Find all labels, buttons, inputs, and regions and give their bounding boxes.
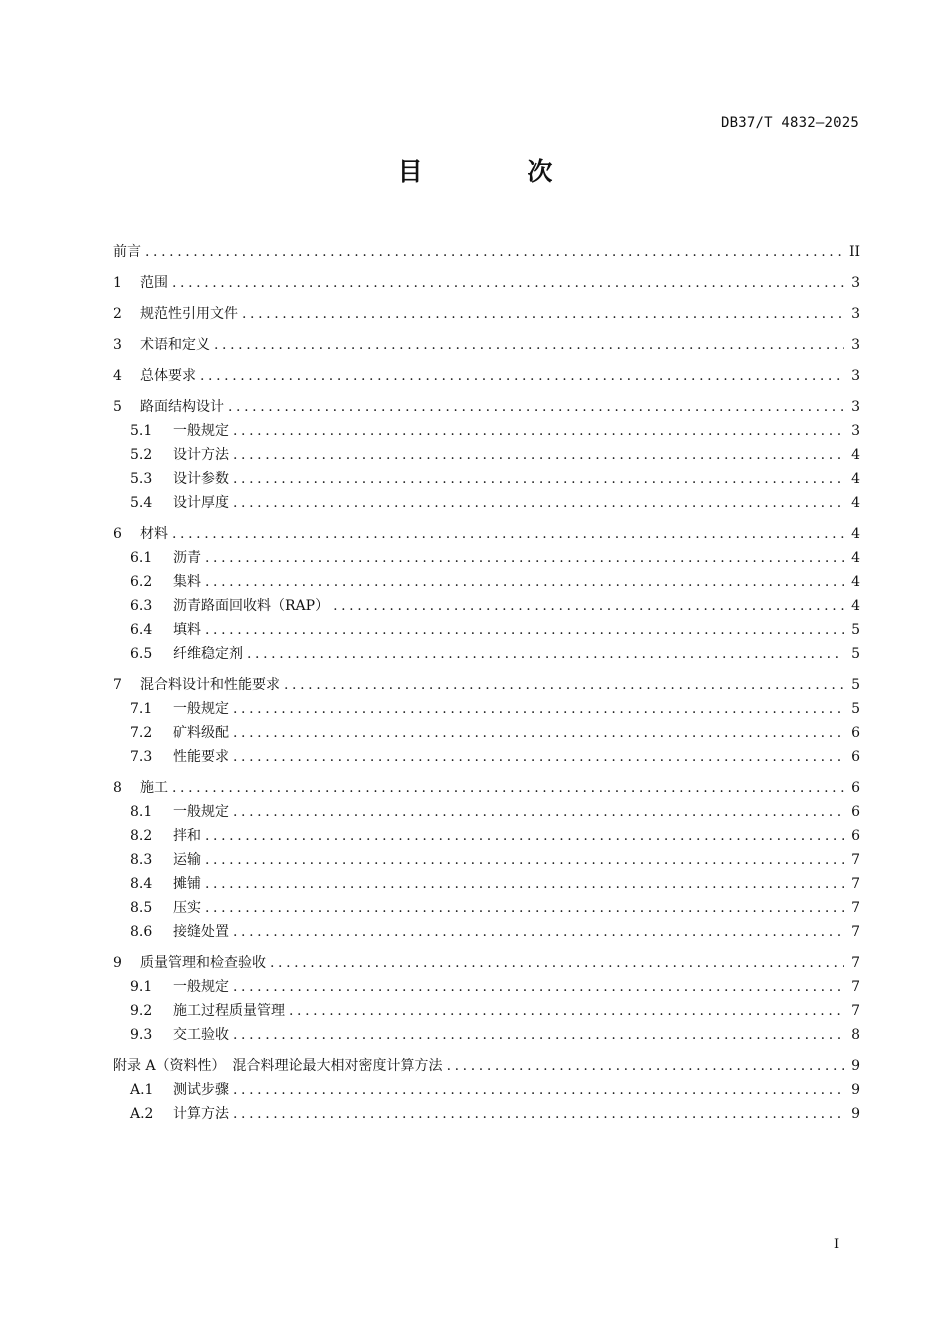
toc-entry-number: 7 <box>113 677 122 693</box>
toc-entry-number: 5 <box>113 399 122 415</box>
toc-entry-label: 范围 <box>140 275 168 291</box>
toc-entry[interactable] <box>113 1078 860 1102</box>
toc-entry-label: 质量管理和检查验收 <box>140 955 266 971</box>
toc-entry-label: 一般规定 <box>173 979 229 995</box>
toc-entry-label: 计算方法 <box>173 1106 229 1122</box>
toc-entry-number: 8.3 <box>130 852 153 868</box>
toc-entry-page: II <box>848 244 860 260</box>
toc-entry-number: 5.4 <box>130 495 153 511</box>
toc-leader-dots <box>233 443 844 467</box>
toc-entry-label: 测试步骤 <box>173 1082 229 1098</box>
toc-entry-number: 5.2 <box>130 447 153 463</box>
toc-entry-number: 7.3 <box>130 749 153 765</box>
toc-leader-dots <box>205 618 844 642</box>
toc-entry[interactable] <box>113 522 860 546</box>
toc-entry[interactable] <box>113 333 860 357</box>
toc-leader-dots <box>233 1078 844 1102</box>
toc-leader-dots <box>205 824 844 848</box>
toc-entry[interactable] <box>113 1102 860 1126</box>
toc-entry-number: 7.1 <box>130 701 153 717</box>
toc-entry[interactable] <box>113 673 860 697</box>
toc-entry-label: 术语和定义 <box>140 337 210 353</box>
toc-entry-label: 路面结构设计 <box>140 399 224 415</box>
toc-entry[interactable] <box>113 920 860 944</box>
toc-entry[interactable] <box>113 800 860 824</box>
toc-entry-number: 6.4 <box>130 622 153 638</box>
toc-leader-dots <box>214 333 844 357</box>
toc-entry[interactable] <box>113 491 860 515</box>
toc-entry-page: 3 <box>851 399 860 415</box>
toc-entry-label: 设计方法 <box>173 447 229 463</box>
toc-entry-page: 7 <box>851 900 860 916</box>
toc-entry-label: 性能要求 <box>173 749 229 765</box>
toc-entry-label: 接缝处置 <box>173 924 229 940</box>
toc-entry[interactable] <box>113 271 860 295</box>
toc-entry-label: 一般规定 <box>173 804 229 820</box>
toc-entry-number: 6 <box>113 526 122 542</box>
toc-entry[interactable] <box>113 848 860 872</box>
toc-entry-page: 5 <box>851 701 860 717</box>
toc-entry-page: 7 <box>851 1003 860 1019</box>
toc-entry-number: A.1 <box>130 1082 154 1098</box>
toc-entry-label: 设计厚度 <box>173 495 229 511</box>
toc-entry-label: 一般规定 <box>173 701 229 717</box>
toc-leader-dots <box>233 800 844 824</box>
toc-entry-page: 6 <box>851 749 860 765</box>
toc-entry-number: 3 <box>113 337 122 353</box>
toc-leader-dots <box>289 999 844 1023</box>
toc-entry-number: 2 <box>113 306 122 322</box>
toc-entry-page: 4 <box>851 574 860 590</box>
toc-entry-page: 6 <box>851 804 860 820</box>
toc-entry-page: 7 <box>851 924 860 940</box>
toc-entry-label: 总体要求 <box>140 368 196 384</box>
toc-entry-page: 4 <box>851 550 860 566</box>
toc-entry-number: 7.2 <box>130 725 153 741</box>
toc-entry[interactable] <box>113 975 860 999</box>
toc-entry-page: 9 <box>851 1082 860 1098</box>
toc-entry[interactable] <box>113 443 860 467</box>
toc-entry[interactable] <box>113 1023 860 1047</box>
toc-entry-label: 前言 <box>113 244 141 260</box>
toc-entry-label: 沥青 <box>173 550 201 566</box>
toc-entry-number: 6.3 <box>130 598 153 614</box>
toc-entry-page: 5 <box>851 646 860 662</box>
toc-entry[interactable] <box>113 302 860 326</box>
toc-entry-number: 9.3 <box>130 1027 153 1043</box>
toc-entry-label: 附录 A（资料性） 混合料理论最大相对密度计算方法 <box>113 1058 443 1074</box>
toc-entry-number: 9.2 <box>130 1003 153 1019</box>
toc-entry-label: 集料 <box>173 574 201 590</box>
toc-entry-label: 填料 <box>173 622 201 638</box>
toc-leader-dots <box>233 745 844 769</box>
toc-entry[interactable] <box>113 872 860 896</box>
toc-leader-dots <box>172 522 844 546</box>
toc-entry-label: 施工过程质量管理 <box>173 1003 285 1019</box>
toc-entry[interactable] <box>113 824 860 848</box>
toc-entry-page: 6 <box>851 725 860 741</box>
toc-entry[interactable] <box>113 594 860 618</box>
toc-entry-number: A.2 <box>130 1106 154 1122</box>
toc-entry-number: 6.5 <box>130 646 153 662</box>
toc-leader-dots <box>447 1054 844 1078</box>
toc-entry-page: 4 <box>851 598 860 614</box>
toc-entry[interactable] <box>113 419 860 443</box>
toc-entry-label: 一般规定 <box>173 423 229 439</box>
toc-entry-page: 7 <box>851 876 860 892</box>
toc-entry-label: 混合料设计和性能要求 <box>140 677 280 693</box>
toc-entry-label: 运输 <box>173 852 201 868</box>
toc-entry-page: 6 <box>851 828 860 844</box>
toc-entry-number: 6.2 <box>130 574 153 590</box>
toc-entry-page: 7 <box>851 979 860 995</box>
toc-leader-dots <box>172 776 844 800</box>
toc-leader-dots <box>233 920 844 944</box>
toc-entry-number: 6.1 <box>130 550 153 566</box>
toc-entry[interactable] <box>113 467 860 491</box>
toc-entry[interactable] <box>113 776 860 800</box>
toc-leader-dots <box>333 594 844 618</box>
toc-entry-number: 8 <box>113 780 122 796</box>
toc-leader-dots <box>270 951 844 975</box>
toc-entry[interactable] <box>113 395 860 419</box>
toc-entry-number: 8.5 <box>130 900 153 916</box>
standard-code: DB37/T 4832—2025 <box>720 115 859 131</box>
toc-entry[interactable] <box>113 364 860 388</box>
toc-leader-dots <box>242 302 844 326</box>
toc-entry-page: 3 <box>851 423 860 439</box>
toc-leader-dots <box>233 697 844 721</box>
toc-entry-page: 4 <box>851 526 860 542</box>
toc-entry[interactable] <box>113 642 860 666</box>
toc-entry-page: 3 <box>851 306 860 322</box>
toc-entry-label: 规范性引用文件 <box>140 306 238 322</box>
toc-entry-label: 纤维稳定剂 <box>173 646 243 662</box>
toc-entry-page: 8 <box>851 1027 860 1043</box>
toc-entry-page: 9 <box>851 1058 860 1074</box>
toc-leader-dots <box>200 364 844 388</box>
toc-entry-label: 设计参数 <box>173 471 229 487</box>
toc-entry-label: 拌和 <box>173 828 201 844</box>
toc-entry-label: 材料 <box>140 526 168 542</box>
toc-entry-number: 8.4 <box>130 876 153 892</box>
toc-leader-dots <box>205 546 844 570</box>
toc-leader-dots <box>228 395 844 419</box>
toc-entry-page: 4 <box>851 447 860 463</box>
toc-entry[interactable] <box>113 721 860 745</box>
toc-entry-number: 5.1 <box>130 423 153 439</box>
toc-entry-page: 4 <box>851 471 860 487</box>
toc-entry-number: 9 <box>113 955 122 971</box>
toc-leader-dots <box>233 1102 844 1126</box>
toc-entry[interactable] <box>113 697 860 721</box>
toc-leader-dots <box>284 673 844 697</box>
toc-entry-number: 1 <box>113 275 122 291</box>
toc-entry-number: 5.3 <box>130 471 153 487</box>
toc-entry[interactable] <box>113 896 860 920</box>
toc-leader-dots <box>205 896 844 920</box>
toc-entry-number: 4 <box>113 368 122 384</box>
toc-leader-dots <box>233 1023 844 1047</box>
table-of-contents <box>113 240 860 1126</box>
toc-entry-page: 7 <box>851 955 860 971</box>
toc-entry[interactable] <box>113 546 860 570</box>
toc-entry-page: 3 <box>851 337 860 353</box>
toc-entry-page: 6 <box>851 780 860 796</box>
toc-entry-number: 8.2 <box>130 828 153 844</box>
toc-leader-dots <box>172 271 844 295</box>
toc-leader-dots <box>247 642 844 666</box>
toc-entry[interactable] <box>113 999 860 1023</box>
toc-leader-dots <box>233 419 844 443</box>
toc-entry-label: 压实 <box>173 900 201 916</box>
toc-entry-label: 摊铺 <box>173 876 201 892</box>
toc-entry-page: 3 <box>851 368 860 384</box>
toc-entry-page: 7 <box>851 852 860 868</box>
toc-leader-dots <box>145 240 843 264</box>
toc-leader-dots <box>233 491 844 515</box>
toc-entry[interactable] <box>113 745 860 769</box>
toc-entry-number: 9.1 <box>130 979 153 995</box>
toc-entry[interactable] <box>113 1054 860 1078</box>
toc-leader-dots <box>233 975 844 999</box>
toc-entry[interactable] <box>113 618 860 642</box>
toc-entry-label: 矿料级配 <box>173 725 229 741</box>
toc-entry-label: 交工验收 <box>173 1027 229 1043</box>
toc-leader-dots <box>233 467 844 491</box>
toc-entry-page: 4 <box>851 495 860 511</box>
page-number: I <box>834 1237 840 1252</box>
toc-entry-page: 3 <box>851 275 860 291</box>
page-title: 目 次 <box>397 157 601 186</box>
toc-leader-dots <box>205 872 844 896</box>
toc-entry-label: 施工 <box>140 780 168 796</box>
toc-leader-dots <box>205 570 844 594</box>
toc-entry[interactable] <box>113 570 860 594</box>
toc-entry-number: 8.6 <box>130 924 153 940</box>
toc-leader-dots <box>233 721 844 745</box>
toc-entry-label: 沥青路面回收料（RAP） <box>173 598 330 614</box>
toc-entry-page: 9 <box>851 1106 860 1122</box>
toc-entry-page: 5 <box>851 622 860 638</box>
toc-entry[interactable] <box>113 951 860 975</box>
toc-entry-number: 8.1 <box>130 804 153 820</box>
toc-leader-dots <box>205 848 844 872</box>
toc-entry-page: 5 <box>851 677 860 693</box>
toc-entry[interactable] <box>113 240 860 264</box>
